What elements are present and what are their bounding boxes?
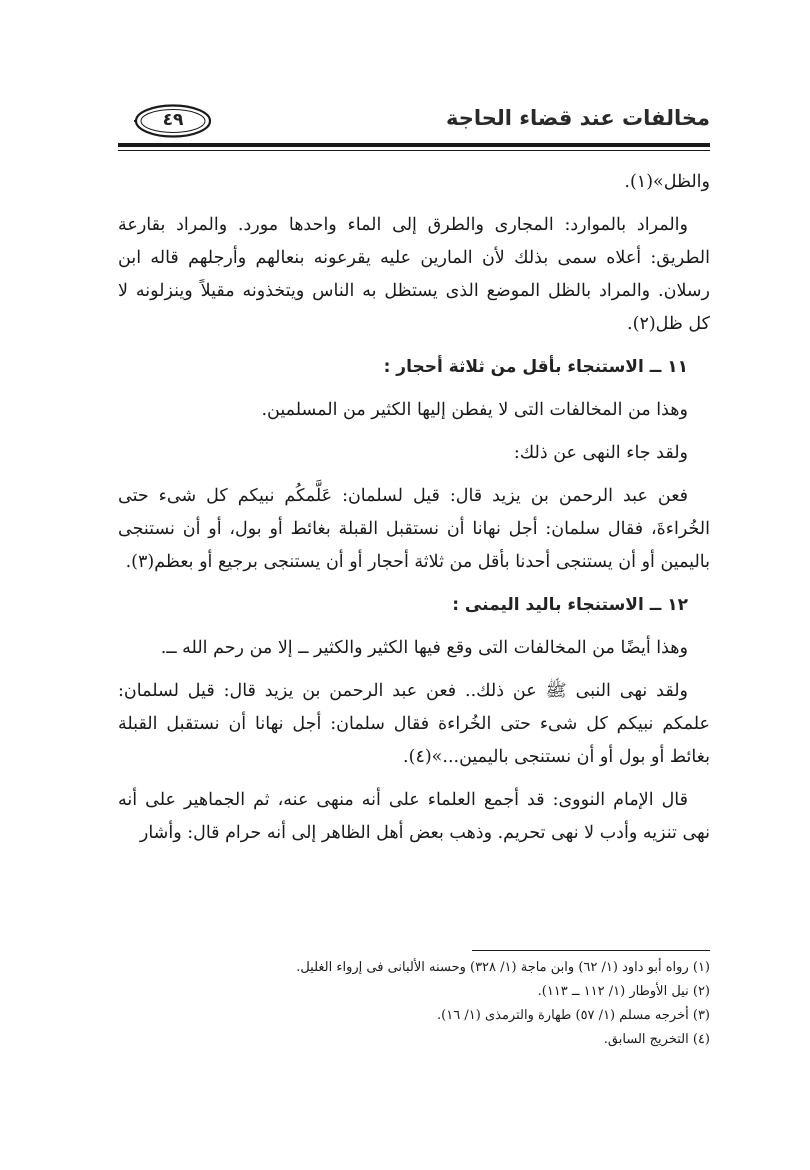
paragraph: ولقد نهى النبى ﷺ عن ذلك.. فعن عبد الرحمن بن يزيد قال: قيل لسلمان: علمكم نبيكم كل شىء حتى الخُراءة فقال سلمان: أجل نهانا أن نستقبل القبلة بغائط أو بول أو أن نستنجى باليمين...»(٤).: [118, 681, 710, 767]
running-title: مخالفات عند قضاء الحاجة: [445, 106, 710, 130]
paragraph: والظل»(١).: [624, 172, 710, 192]
page-number-badge: [134, 104, 212, 138]
paragraph: قال الإمام النووى: قد أجمع العلماء على أنه منهى عنه، ثم الجماهير على أنه نهى تنزيه وأدب لا نهى تحريم. وذهب بعض أهل الظاهر إلى أنه حرام قال: وأشار: [118, 790, 710, 843]
footnote-1: (١) رواه أبو داود (١/ ٦٢) وابن ماجة (١/ ٣٢٨) وحسنه الألبانى فى إرواء الغليل.: [296, 960, 710, 975]
paragraph: ولقد جاء النهى عن ذلك:: [513, 443, 688, 463]
footnotes: [118, 956, 710, 1052]
page-number: ٤٩: [162, 110, 184, 130]
main-text: [118, 166, 710, 860]
header-rule-thin: [118, 150, 710, 151]
footnote-separator: [472, 950, 710, 951]
header-rule-thick: [118, 143, 710, 147]
section-heading-11: ١١ ــ الاستنجاء بأقل من ثلاثة أحجار :: [383, 357, 688, 377]
page-header: [118, 100, 710, 146]
section-heading-12: ١٢ ــ الاستنجاء باليد اليمنى :: [452, 595, 688, 615]
paragraph: وهذا من المخالفات التى لا يفطن إليها الكثير من المسلمين.: [261, 400, 688, 420]
paragraph: وهذا أيضًا من المخالفات التى وقع فيها الكثير والكثير ــ إلا من رحم الله ــ.: [160, 638, 688, 658]
footnote-2: (٢) نيل الأوطار (١/ ١١٢ ــ ١١٣).: [537, 984, 710, 999]
paragraph: والمراد بالموارد: المجارى والطرق إلى الماء واحدها مورد. والمراد بقارعة الطريق: أعلاه سمى بذلك لأن المارين عليه يقرعونه بنعالهم وأرجلهم قاله ابن رسلان. والمراد بالظل الموضع الذى يستظل به الناس ويتخذونه مقيلاً وينزلونه لا كل ظل(٢).: [118, 215, 710, 334]
footnote-4: (٤) التخريج السابق.: [603, 1032, 710, 1047]
paragraph: فعن عبد الرحمن بن يزيد قال: قيل لسلمان: عَلَّمكُم نبيكم كل شىء حتى الخُراءةَ، فقال سلمان: أجل نهانا أن نستقبل القبلة بغائط أو بول، أو أن نستنجى باليمين أو أن يستنجى أحدنا بأقل من ثلاثة أحجار أو أن يستنجى برجيع أو بعظم(٣).: [118, 486, 710, 572]
footnote-3: (٣) أخرجه مسلم (١/ ٥٧) طهارة والترمذى (١/ ١٦).: [437, 1008, 710, 1023]
